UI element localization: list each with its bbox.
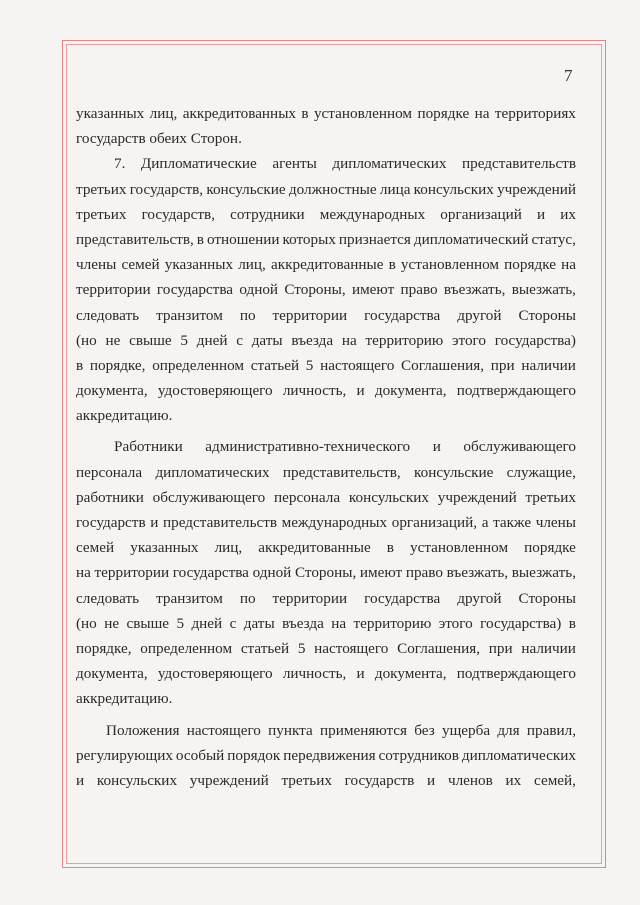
text-line: документа, удостоверяющего личность, и документа, подтверждающего	[76, 382, 576, 400]
text-line: третьих государств, консульские должностные лица консульских учреждений	[76, 180, 576, 198]
text-line: следовать транзитом по территории государства другой Стороны	[76, 589, 576, 607]
text-line: третьих государств, сотрудники международных организаций и их	[76, 205, 576, 223]
text-line: Положения настоящего пункта применяются без ущерба для правил,	[106, 721, 576, 739]
text-line: регулирующих особый порядок передвижения сотрудников дипломатических	[76, 746, 576, 764]
text-line: (но не свыше 5 дней с даты въезда на территорию этого государства)	[76, 331, 576, 349]
text-line: семей указанных лиц, аккредитованные в установленном порядке	[76, 539, 576, 557]
text-line: (но не свыше 5 дней с даты въезда на территорию этого государства) в	[76, 614, 576, 632]
text-line: члены семей указанных лиц, аккредитованные в установленном порядке на	[76, 256, 576, 274]
text-line: работники обслуживающего персонала консульских учреждений третьих	[76, 488, 576, 506]
text-line: персонала дипломатических представительств, консульские служащие,	[76, 463, 576, 481]
text-line: указанных лиц, аккредитованных в установленном порядке на территориях	[76, 105, 576, 122]
text-line: документа, удостоверяющего личность, и документа, подтверждающего	[76, 665, 576, 683]
text-line: в порядке, определенном статьей 5 настоящего Соглашения, при наличии	[76, 356, 576, 374]
text-line: государств обеих Сторон.	[76, 130, 242, 148]
document-body	[76, 101, 576, 793]
text-line: на территории государства одной Стороны, имеют право въезжать, выезжать,	[76, 564, 576, 582]
text-line: и консульских учреждений третьих государств и членов их семей,	[76, 771, 576, 789]
text-line: аккредитацию.	[76, 407, 173, 425]
text-line: 7. Дипломатические агенты дипломатических представительств	[114, 155, 576, 173]
text-line: Работники административно-технического и обслуживающего	[114, 438, 576, 456]
text-line: представительств, в отношении которых признается дипломатический статус,	[76, 230, 576, 248]
text-line: следовать транзитом по территории государства другой Стороны	[76, 306, 576, 324]
text-line: территории государства одной Стороны, имеют право въезжать, выезжать,	[76, 281, 576, 299]
text-line: порядке, определенном статьей 5 настоящего Соглашения, при наличии	[76, 639, 576, 657]
text-line: государств и представительств международных организаций, а также члены	[76, 514, 576, 531]
page-number: 7	[564, 66, 573, 85]
text-line: аккредитацию.	[76, 690, 173, 708]
